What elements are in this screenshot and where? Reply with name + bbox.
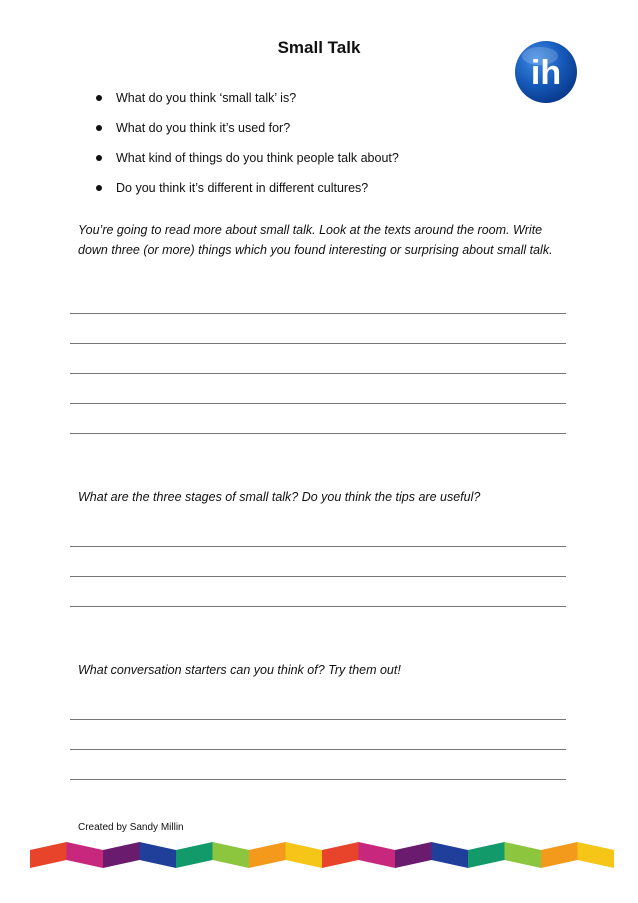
zigzag-segment [359,842,396,868]
zigzag-segment [103,842,140,868]
zigzag-segment [505,842,542,868]
answer-line[interactable] [70,313,566,314]
question-text: Do you think it’s different in different cultures? [116,181,369,195]
section-1-prompt: You’re going to read more about small talk. Look at the texts around the room. Write down three (or more) things which you found interesting or surprising about small talk. [78,223,553,257]
zigzag-segment [432,842,469,868]
bullet-icon [96,185,102,191]
answer-line[interactable] [70,373,566,374]
question-text: What do you think it’s used for? [116,121,291,135]
bullet-icon [96,95,102,101]
answer-line[interactable] [70,343,566,344]
zigzag-segment [578,842,615,868]
bullet-icon [96,125,102,131]
answer-line[interactable] [70,576,566,577]
zigzag-segment [468,842,505,868]
zigzag-border [30,836,616,876]
zigzag-segment [67,842,104,868]
zigzag-segment [140,842,177,868]
answer-line[interactable] [70,749,566,750]
question-text: What do you think ‘small talk’ is? [116,91,297,105]
answer-line[interactable] [70,606,566,607]
list-item [96,90,399,120]
section-2-prompt: What are the three stages of small talk? Do you think the tips are useful? [78,490,481,504]
zigzag-segment [286,842,323,868]
list-item [96,180,399,210]
answer-line[interactable] [70,779,566,780]
zigzag-segment [249,842,286,868]
zigzag-segment [176,842,213,868]
ih-logo [514,40,578,104]
answer-line[interactable] [70,403,566,404]
section-3-prompt: What conversation starters can you think of? Try them out! [78,663,401,677]
page-title: Small Talk [277,38,361,57]
answer-line[interactable] [70,546,566,547]
bullet-icon [96,155,102,161]
list-item [96,150,399,180]
answer-line[interactable] [70,719,566,720]
zigzag-segment [395,842,432,868]
list-item [96,120,399,150]
answer-line[interactable] [70,433,566,434]
zigzag-segment [30,842,67,868]
question-list [96,90,399,210]
logo-letters: ih [530,54,562,92]
zigzag-segment [322,842,359,868]
author-credit: Created by Sandy Millin [78,822,184,833]
question-text: What kind of things do you think people talk about? [116,151,399,165]
zigzag-segment [213,842,250,868]
zigzag-segment [541,842,578,868]
